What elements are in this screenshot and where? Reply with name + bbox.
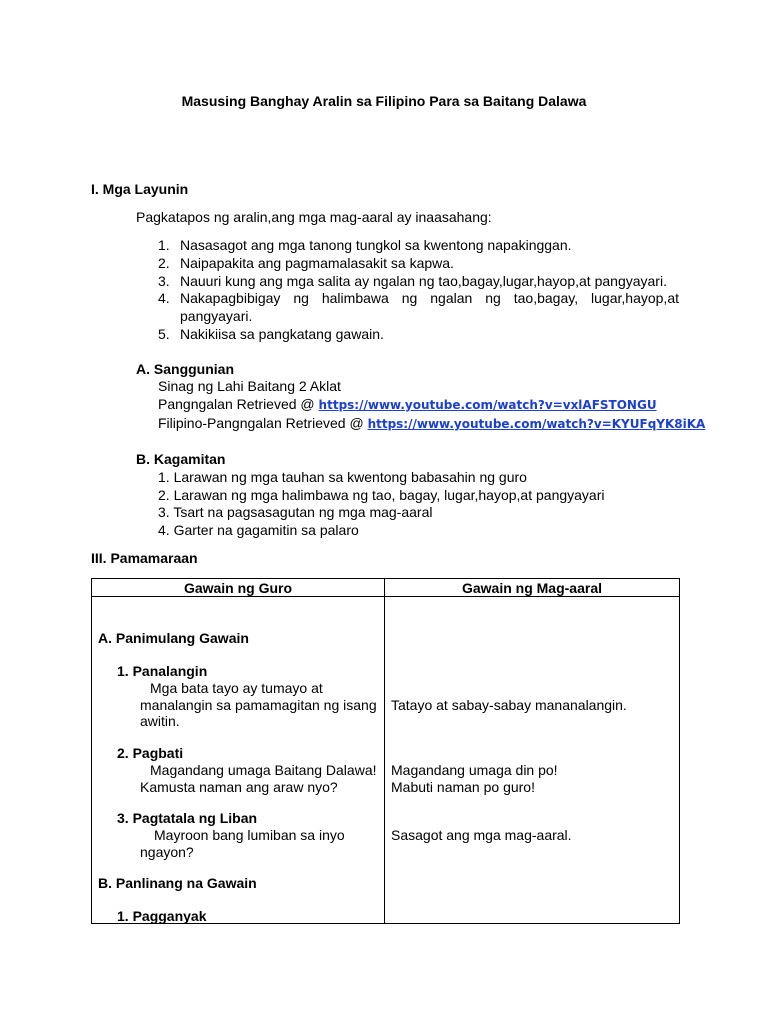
objective-number: 3. <box>158 273 170 289</box>
procedure-table <box>91 578 680 924</box>
column-header-guro: Gawain ng Guro <box>92 579 385 597</box>
student-response: Mabuti naman po guro! <box>391 779 535 795</box>
teacher-line: ngayon? <box>140 844 194 860</box>
teacher-line: manalangin sa pamamagitan ng isang <box>140 697 377 713</box>
teacher-line: Mayroon bang lumiban sa inyo <box>154 827 345 843</box>
objective-item <box>158 255 454 271</box>
phase-heading: B. Panlinang na Gawain <box>98 875 257 891</box>
student-response: Sasagot ang mga mag-aaral. <box>391 827 572 843</box>
reference-line <box>158 415 705 431</box>
step-heading: 1. Panalangin <box>117 663 208 679</box>
material-item: 2. Larawan ng mga halimbawa ng tao, bagay, lugar,hayop,at pangyayari <box>158 487 605 503</box>
objective-text: Naipapakita ang pagmamalasakit sa kapwa. <box>180 255 454 271</box>
objective-item <box>158 326 384 342</box>
objective-number: 1. <box>158 237 170 253</box>
reference-link[interactable]: https://www.youtube.com/watch?v=vxlAFSTONGU <box>318 398 657 412</box>
objective-text: Nakikiisa sa pangkatang gawain. <box>180 326 384 342</box>
teacher-line: Magandang umaga Baitang Dalawa! <box>150 762 377 778</box>
teacher-line: Kamusta naman ang araw nyo? <box>140 779 338 795</box>
student-response: Tatayo at sabay-sabay mananalangin. <box>391 697 627 713</box>
step-heading: 1. Pagganyak <box>117 908 207 924</box>
material-item: 3. Tsart na pagsasagutan ng mga mag-aaral <box>158 504 433 520</box>
student-response: Magandang umaga din po! <box>391 762 558 778</box>
teacher-line: awitin. <box>140 713 180 729</box>
objective-number: 4. <box>158 290 170 306</box>
document-title: Masusing Banghay Aralin sa Filipino Para sa Baitang Dalawa <box>181 93 587 109</box>
objective-text: Nakapagbibigay ng halimbawa ng ngalan ng tao,bagay, lugar,hayop,at <box>180 290 679 306</box>
subheading-sanggunian: A. Sanggunian <box>136 361 234 377</box>
column-header-mag-aaral: Gawain ng Mag-aaral <box>385 579 680 597</box>
step-heading: 3. Pagtatala ng Liban <box>117 810 258 826</box>
objective-text: Nasasagot ang mga tanong tungkol sa kwentong napakinggan. <box>180 237 572 253</box>
section-heading-layunin: I. Mga Layunin <box>91 181 189 197</box>
material-item: 1. Larawan ng mga tauhan sa kwentong babasahin ng guro <box>158 469 527 485</box>
objective-number: 2. <box>158 255 170 271</box>
reference-label: Pangngalan Retrieved @ <box>158 396 319 412</box>
objective-text: Nauuri kung ang mga salita ay ngalan ng tao,bagay,lugar,hayop,at pangyayari. <box>180 273 667 289</box>
section-heading-pamamaraan: III. Pamamaraan <box>91 550 198 566</box>
teacher-activities-cell <box>92 597 385 924</box>
objective-text-continued: pangyayari. <box>180 308 253 324</box>
subheading-kagamitan: B. Kagamitan <box>136 451 226 467</box>
objective-item <box>158 273 667 289</box>
student-activities-cell <box>385 597 680 924</box>
reference-book: Sinag ng Lahi Baitang 2 Aklat <box>158 378 341 394</box>
reference-link[interactable]: https://www.youtube.com/watch?v=KYUFqYK8iKA <box>367 417 706 431</box>
teacher-line: Mga bata tayo ay tumayo at <box>150 680 323 696</box>
reference-line <box>158 396 657 412</box>
objectives-intro: Pagkatapos ng aralin,ang mga mag-aaral ay inaasahang: <box>136 209 492 225</box>
phase-heading: A. Panimulang Gawain <box>98 630 249 646</box>
step-heading: 2. Pagbati <box>117 745 184 761</box>
objective-item <box>158 237 572 253</box>
reference-label: Filipino-Pangngalan Retrieved @ <box>158 415 368 431</box>
objective-number: 5. <box>158 326 170 342</box>
material-item: 4. Garter na gagamitin sa palaro <box>158 522 359 538</box>
